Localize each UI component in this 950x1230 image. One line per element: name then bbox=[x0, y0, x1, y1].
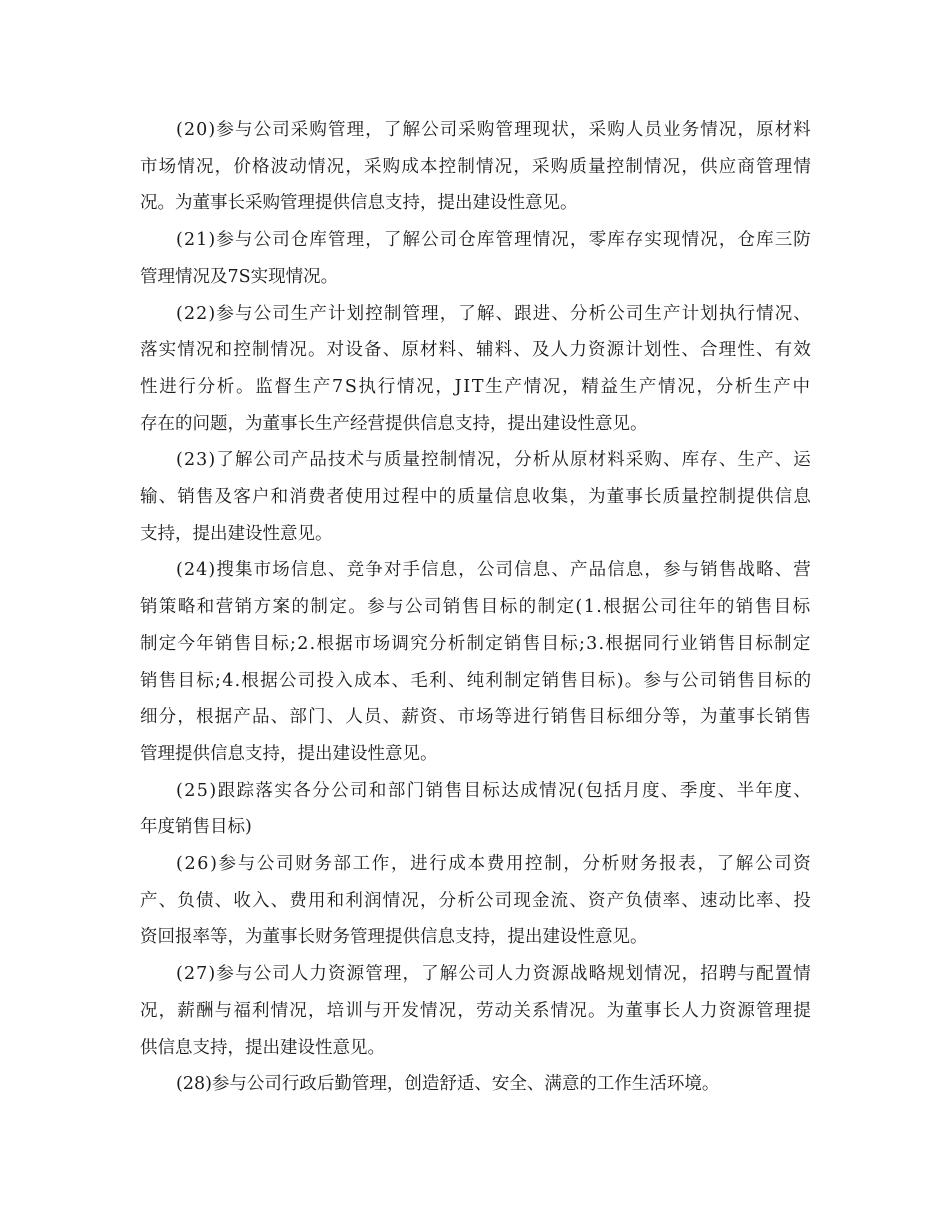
text-line: 年度销售目标) bbox=[140, 817, 252, 837]
text-line: 产、负债、收入、费用和利润情况，分析公司现金流、资产负债率、速动比率、投 bbox=[140, 891, 813, 911]
text-line: 资回报率等，为董事长财务管理提供信息支持，提出建设性意见。 bbox=[140, 927, 648, 947]
text-line: (25)跟踪落实各分公司和部门销售目标达成情况(包括月度、季度、半年度、 bbox=[176, 781, 813, 801]
text-line: (26)参与公司财务部工作，进行成本费用控制，分析财务报表，了解公司资 bbox=[176, 854, 813, 874]
text-line: 细分，根据产品、部门、人员、薪资、市场等进行销售目标细分等，为董事长销售 bbox=[140, 707, 813, 727]
text-line: (28)参与公司行政后勤管理，创造舒适、安全、满意的工作生活环境。 bbox=[176, 1074, 720, 1094]
text-line: 销售目标;4.根据公司投入成本、毛利、纯利制定销售目标)。参与公司销售目标的 bbox=[140, 671, 813, 691]
text-line: 况。为董事长采购管理提供信息支持，提出建设性意见。 bbox=[140, 193, 578, 213]
text-line: 性进行分析。监督生产7S执行情况，JIT生产情况，精益生产情况，分析生产中 bbox=[140, 377, 812, 397]
text-line: (22)参与公司生产计划控制管理，了解、跟进、分析公司生产计划执行情况、 bbox=[176, 304, 812, 324]
text-line: 落实情况和控制情况。对设备、原材料、辅料、及人力资源计划性、合理性、有效 bbox=[140, 340, 813, 360]
text-line: (21)参与公司仓库管理，了解公司仓库管理情况，零库存实现情况，仓库三防 bbox=[176, 230, 812, 250]
text-line: 输、销售及客户和消费者使用过程中的质量信息收集，为董事长质量控制提供信息 bbox=[140, 487, 813, 507]
text-line: (23)了解公司产品技术与质量控制情况，分析从原材料采购、库存、生产、运 bbox=[176, 450, 812, 470]
text-line: 管理情况及7S实现情况。 bbox=[140, 267, 339, 287]
text-line: (24)搜集市场信息、竞争对手信息，公司信息、产品信息，参与销售战略、营 bbox=[176, 560, 812, 580]
text-line: 销策略和营销方案的制定。参与公司销售目标的制定(1.根据公司往年的销售目标 bbox=[140, 597, 812, 617]
text-line: (27)参与公司人力资源管理，了解公司人力资源战略规划情况，招聘与配置情 bbox=[176, 964, 812, 984]
text-line: 制定今年销售目标;2.根据市场调究分析制定销售目标;3.根据同行业销售目标制定 bbox=[140, 634, 812, 654]
text-line: (20)参与公司采购管理，了解公司采购管理现状，采购人员业务情况，原材料 bbox=[176, 120, 812, 140]
text-line: 管理提供信息支持，提出建设性意见。 bbox=[140, 744, 438, 764]
text-line: 况，薪酬与福利情况，培训与开发情况，劳动关系情况。为董事长人力资源管理提 bbox=[140, 1001, 813, 1021]
text-line: 存在的问题，为董事长生产经营提供信息支持，提出建设性意见。 bbox=[140, 414, 648, 434]
text-line: 供信息支持，提出建设性意见。 bbox=[140, 1038, 385, 1058]
text-line: 支持，提出建设性意见。 bbox=[140, 524, 333, 544]
text-line: 市场情况，价格波动情况，采购成本控制情况，采购质量控制情况，供应商管理情 bbox=[140, 157, 813, 177]
